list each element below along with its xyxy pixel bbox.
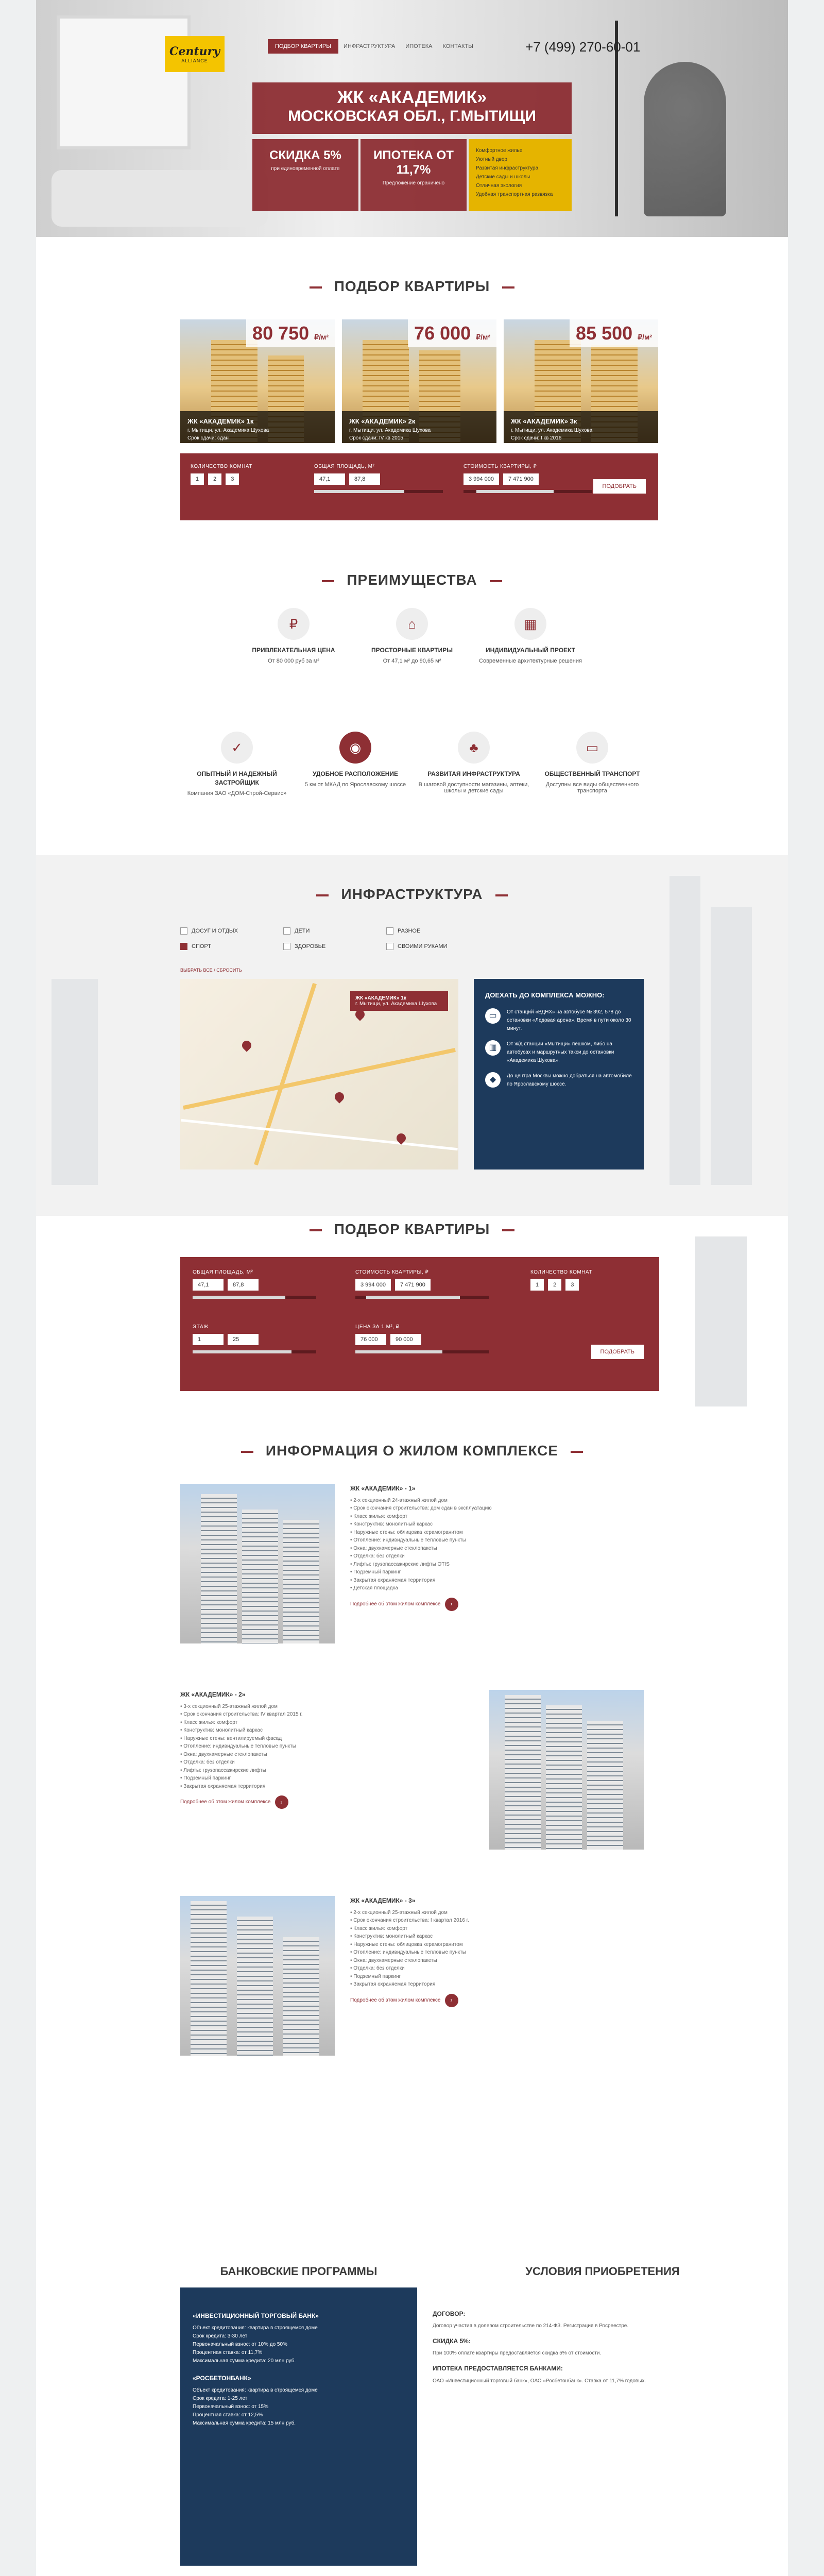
selection2-filter: ОБЩАЯ ПЛОЩАДЬ, М² 47,1 87,8 СТОИМОСТЬ КВАРТИРЫ, ₽ 3 994 000 7 471 900 КОЛИЧЕСТВО КОМНАТ 1 2 3 ЭТАЖ 1 25 ЦЕНА ЗА 1 М², ₽ 76 000 90 000 ПОДОБРАТЬ bbox=[180, 1257, 659, 1391]
area2-from-input[interactable]: 47,1 bbox=[193, 1279, 224, 1291]
offer-discount-title: СКИДКА 5% bbox=[269, 148, 341, 162]
area2-slider[interactable] bbox=[193, 1296, 316, 1299]
blueprint-icon: ▦ bbox=[514, 608, 546, 640]
offer-discount[interactable] bbox=[252, 139, 358, 211]
apartment-cards bbox=[180, 319, 658, 443]
feature-item: Уютный двор bbox=[476, 157, 507, 162]
hero-subtitle: МОСКОВСКАЯ ОБЛ., Г.МЫТИЩИ bbox=[288, 108, 536, 125]
offer-feature-list bbox=[469, 139, 572, 211]
car-icon: ◆ bbox=[485, 1072, 501, 1088]
info-text: ЖК «АКАДЕМИК» - 2» • 3-х секционный 25-этажный жилой дом • Срок окончания строительства: IV квартал 2015 г. • Класс жилья: комфорт • Конструктив: монолитный каркас • Наружные стены: вентилируемый фасад • Отопление: индивидуальные тепловые пункты • Окна: двухкамерные стеклопакеты • Отделка: без отделки • Лифты: грузопассажирские лифты • Подземный паркинг • Закрытая охраняемая территория Подробнее об этом жилом комплексе › bbox=[180, 1690, 474, 1809]
house-icon: ⌂ bbox=[396, 608, 428, 640]
advantage-item: ₽ ПРИВЛЕКАТЕЛЬНАЯ ЦЕНА От 80 000 руб за м² bbox=[237, 608, 350, 664]
m2-from-input[interactable]: 76 000 bbox=[355, 1334, 386, 1345]
logo-sub: ALLIANCE bbox=[181, 58, 208, 63]
feature-item: Удобная транспортная развязка bbox=[476, 192, 553, 197]
building-photo bbox=[180, 1896, 335, 2056]
offer-mortgage-text: Предложение ограничено bbox=[382, 180, 445, 186]
selection-title-wrap bbox=[0, 278, 824, 295]
price-to-input[interactable]: 7 471 900 bbox=[503, 473, 539, 485]
access-panel: ДОЕХАТЬ ДО КОМПЛЕКСА МОЖНО: ▭ От станций «ВДНХ» на автобусе № 392, 578 до остановки «Ледовая арена». Время в пути около 30 минут. ▥ От ж/д станции «Мытищи» пешком, либо на автобусах и маршрутных такси до остановки «Академика Шухова». ◆ До центра Москвы можно добраться на автомобиле по Ярославскому шоссе. bbox=[474, 979, 644, 1170]
advantage-item: ✓ ОПЫТНЫЙ И НАДЕЖНЫЙ ЗАСТРОЙЩИК Компания ЗАО «ДОМ-Строй-Сервис» bbox=[180, 732, 294, 796]
area-filter: ОБЩАЯ ПЛОЩАДЬ, М² 47,1 87,8 bbox=[314, 464, 443, 493]
price2-slider[interactable] bbox=[355, 1296, 489, 1299]
infra-check[interactable]: ЗДОРОВЬЕ bbox=[283, 943, 386, 950]
infra-check[interactable]: ДОСУГ И ОТДЫХ bbox=[180, 927, 283, 935]
advantages-band bbox=[36, 556, 788, 855]
floor-from-input[interactable]: 1 bbox=[193, 1334, 224, 1345]
advantage-item: ▦ ИНДИВИДУАЛЬНЫЙ ПРОЕКТ Современные архитектурные решения bbox=[474, 608, 587, 664]
advantage-item: ◉ УДОБНОЕ РАСПОЛОЖЕНИЕ 5 км от МКАД по Ярославскому шоссе bbox=[299, 732, 412, 788]
arrow-right-icon: › bbox=[445, 1598, 458, 1611]
rooms-option[interactable]: 2 bbox=[208, 473, 221, 485]
offer-mortgage-title: ИПОТЕКА ОТ 11,7% bbox=[373, 148, 454, 177]
menu-item-selection[interactable]: ПОДБОР КВАРТИРЫ bbox=[268, 39, 338, 54]
selection2-title: ПОДБОР КВАРТИРЫ bbox=[334, 1221, 490, 1237]
m2-to-input[interactable]: 90 000 bbox=[390, 1334, 421, 1345]
location-icon: ◉ bbox=[339, 732, 371, 764]
building-photo bbox=[489, 1690, 644, 1850]
info-block-3 bbox=[180, 1896, 644, 2066]
arrow-right-icon: › bbox=[445, 1994, 458, 2007]
price-from-input[interactable]: 3 994 000 bbox=[464, 473, 499, 485]
arrow-right-icon: › bbox=[275, 1795, 288, 1809]
feature-item: Детские сады и школы bbox=[476, 174, 530, 180]
infra-check[interactable]: ДЕТИ bbox=[283, 927, 386, 935]
selection-filter bbox=[180, 453, 658, 520]
area-to-input[interactable]: 87,8 bbox=[349, 473, 380, 485]
menu-item-mortgage[interactable]: ИПОТЕКА bbox=[405, 43, 433, 49]
logo-main: Century bbox=[169, 45, 220, 58]
card-label: ЖК «АКАДЕМИК» 1к г. Мытищи, ул. Академика Шухова Срок сдачи: сдан bbox=[180, 411, 335, 443]
infra-check[interactable]: СПОРТ bbox=[180, 943, 283, 950]
area2-to-input[interactable]: 87,8 bbox=[228, 1279, 259, 1291]
tree-icon: ♣ bbox=[458, 732, 490, 764]
logo[interactable] bbox=[165, 36, 225, 72]
m2-slider[interactable] bbox=[355, 1350, 489, 1353]
bank-title: БАНКОВСКИЕ ПРОГРАММЫ bbox=[220, 2265, 377, 2278]
advantages-title-wrap bbox=[0, 572, 824, 588]
wallet-icon: ₽ bbox=[278, 608, 310, 640]
price-filter: СТОИМОСТЬ КВАРТИРЫ, ₽ 3 994 000 7 471 900 bbox=[464, 464, 592, 493]
rooms-option[interactable]: 3 bbox=[226, 473, 239, 485]
hero-plant-image bbox=[644, 62, 726, 216]
rooms2-option[interactable]: 3 bbox=[565, 1279, 579, 1291]
menu-item-infra[interactable]: ИНФРАСТРУКТУРА bbox=[343, 43, 396, 49]
feature-item: Комфортное жилье bbox=[476, 148, 523, 154]
advantage-item: ⌂ ПРОСТОРНЫЕ КВАРТИРЫ От 47,1 м² до 90,65 м² bbox=[355, 608, 469, 664]
info-block-2 bbox=[180, 1690, 644, 1860]
card-price: 85 500 ₽/м² bbox=[570, 319, 658, 347]
selection2-title-wrap bbox=[0, 1221, 824, 1238]
advantage-item: ♣ РАЗВИТАЯ ИНФРАСТРУКТУРА В шаговой доступности магазины, аптеки, школы и детские сады bbox=[417, 732, 530, 794]
advantage-item: ▭ ОБЩЕСТВЕННЫЙ ТРАНСПОРТ Доступны все виды общественного транспорта bbox=[536, 732, 649, 794]
infra-check[interactable]: РАЗНОЕ bbox=[386, 927, 489, 935]
info-title: ИНФОРМАЦИЯ О ЖИЛОМ КОМПЛЕКСЕ bbox=[265, 1443, 559, 1459]
card-label: ЖК «АКАДЕМИК» 2к г. Мытищи, ул. Академика Шухова Срок сдачи: IV кв 2015 bbox=[342, 411, 496, 443]
bus-icon: ▭ bbox=[576, 732, 608, 764]
price2-from-input[interactable]: 3 994 000 bbox=[355, 1279, 391, 1291]
map-tooltip: ЖК «АКАДЕМИК» 1к г. Мытищи, ул. Академика Шухова bbox=[350, 991, 448, 1011]
menu-item-contacts[interactable]: КОНТАКТЫ bbox=[442, 43, 473, 49]
info-title-wrap bbox=[0, 1443, 824, 1459]
floor-slider[interactable] bbox=[193, 1350, 316, 1353]
rooms-filter: КОЛИЧЕСТВО КОМНАТ 1 2 3 bbox=[191, 464, 294, 485]
bus-icon: ▭ bbox=[485, 1008, 501, 1024]
building-photo bbox=[180, 1484, 335, 1643]
area-from-input[interactable]: 47,1 bbox=[314, 473, 345, 485]
feature-item: Развитая инфраструктура bbox=[476, 165, 539, 171]
more-link[interactable]: Подробнее об этом жилом комплексе › bbox=[350, 1598, 644, 1611]
info-block-1 bbox=[180, 1484, 644, 1654]
offer-discount-text: при единовременной оплате bbox=[271, 166, 340, 172]
infra-check[interactable]: СВОИМИ РУКАМИ bbox=[386, 943, 489, 950]
train-icon: ▥ bbox=[485, 1040, 501, 1056]
card-price: 76 000 ₽/м² bbox=[408, 319, 496, 347]
infra-title: ИНФРАСТРУКТУРА bbox=[341, 886, 483, 902]
map-pin-icon[interactable] bbox=[240, 1039, 253, 1052]
conditions-panel: ДОГОВОР: Договор участия в долевом строительстве по 214-ФЗ. Регистрация в Росреестре. СКИДКА 5%: При 100% оплате квартиры предоставляется скидка 5% от стоимости. ИПОТЕКА ПРЕДОСТАВЛЯЕТСЯ БАНКАМИ: ОАО «Инвестиционный торговый банк», ОАО «Росбетонбанк». Ставка от 11,7% годовых. bbox=[417, 2287, 788, 2566]
map-pin-icon[interactable] bbox=[333, 1090, 346, 1103]
advantages-title: ПРЕИМУЩЕСТВА bbox=[347, 572, 477, 588]
header-phone[interactable]: +7 (499) 270-60-01 bbox=[525, 39, 641, 55]
hero-window-image bbox=[57, 15, 191, 149]
area-slider[interactable] bbox=[314, 490, 443, 493]
apartment-card[interactable] bbox=[342, 319, 496, 443]
hero-title: ЖК «АКАДЕМИК» bbox=[337, 88, 487, 107]
more-link[interactable]: Подробнее об этом жилом комплексе › bbox=[350, 1994, 644, 2007]
select-all-link[interactable]: ВЫБРАТЬ ВСЕ / СБРОСИТЬ bbox=[180, 968, 242, 973]
rooms2-option[interactable]: 1 bbox=[530, 1279, 544, 1291]
shield-icon: ✓ bbox=[221, 732, 253, 764]
card-label: ЖК «АКАДЕМИК» 3к г. Мытищи, ул. Академика Шухова Срок сдачи: I кв 2016 bbox=[504, 411, 658, 443]
top-menu bbox=[268, 39, 478, 54]
price-slider[interactable] bbox=[464, 490, 592, 493]
apartment-card[interactable] bbox=[504, 319, 658, 443]
selection-title: ПОДБОР КВАРТИРЫ bbox=[334, 278, 490, 294]
infra-map[interactable] bbox=[180, 979, 458, 1170]
rooms-option[interactable]: 1 bbox=[191, 473, 204, 485]
info-text: ЖК «АКАДЕМИК» - 3» • 2-х секционный 25-этажный жилой дом • Срок окончания строительства: I квартал 2016 г. • Класс жилья: комфорт • Конструктив: монолитный каркас • Наружные стены: облицовка керамогранитом • Отопление: индивидуальные тепловые пункты • Окна: двухкамерные стеклопакеты • Отделка: без отделки • Подземный паркинг • Закрытая охраняемая территория Подробнее об этом жилом комплексе › bbox=[350, 1896, 644, 2007]
pick2-button[interactable]: ПОДОБРАТЬ bbox=[591, 1345, 644, 1359]
infra-title-wrap bbox=[0, 886, 824, 903]
pick-button[interactable]: ПОДОБРАТЬ bbox=[593, 479, 646, 494]
hero-sofa-image bbox=[52, 170, 268, 227]
conditions-title: УСЛОВИЯ ПРИОБРЕТЕНИЯ bbox=[525, 2265, 680, 2278]
more-link[interactable]: Подробнее об этом жилом комплексе › bbox=[180, 1795, 474, 1809]
apartment-card[interactable] bbox=[180, 319, 335, 443]
card-price: 80 750 ₽/м² bbox=[246, 319, 335, 347]
hero-title-panel bbox=[252, 82, 572, 134]
feature-item: Отличная экология bbox=[476, 183, 522, 189]
infra-checkboxes bbox=[180, 927, 592, 950]
rooms2-option[interactable]: 2 bbox=[548, 1279, 561, 1291]
bank-panel: «ИНВЕСТИЦИОННЫЙ ТОРГОВЫЙ БАНК» Объект кредитования: квартира в строящемся доме Срок кредита: 3-30 лет Первоначальный взнос: от 10% до 50% Процентная ставка: от 11,7% Максимальная сумма кредита: 20 млн руб. «РОСБЕТОНБАНК» Объект кредитования: квартира в строящемся доме Срок кредита: 1-25 лет Первоначальный взнос: от 15% Процентная ставка: от 12,5% Максимальная сумма кредита: 15 млн руб. bbox=[180, 2287, 417, 2566]
info-text: ЖК «АКАДЕМИК» - 1» • 2-х секционный 24-этажный жилой дом • Срок окончания строительства: дом сдан в эксплуатацию • Класс жилья: комфорт • Конструктив: монолитный каркас • Наружные стены: облицовка керамогранитом • Отопление: индивидуальные тепловые пункты • Окна: двухкамерные стеклопакеты • Отделка: без отделки • Лифты: грузопассажирские лифты OTIS • Подземный паркинг • Закрытая охраняемая территория • Детская площадка Подробнее об этом жилом комплексе › bbox=[350, 1484, 644, 1611]
price2-to-input[interactable]: 7 471 900 bbox=[395, 1279, 431, 1291]
offer-mortgage[interactable] bbox=[360, 139, 467, 211]
floor-to-input[interactable]: 25 bbox=[228, 1334, 259, 1345]
